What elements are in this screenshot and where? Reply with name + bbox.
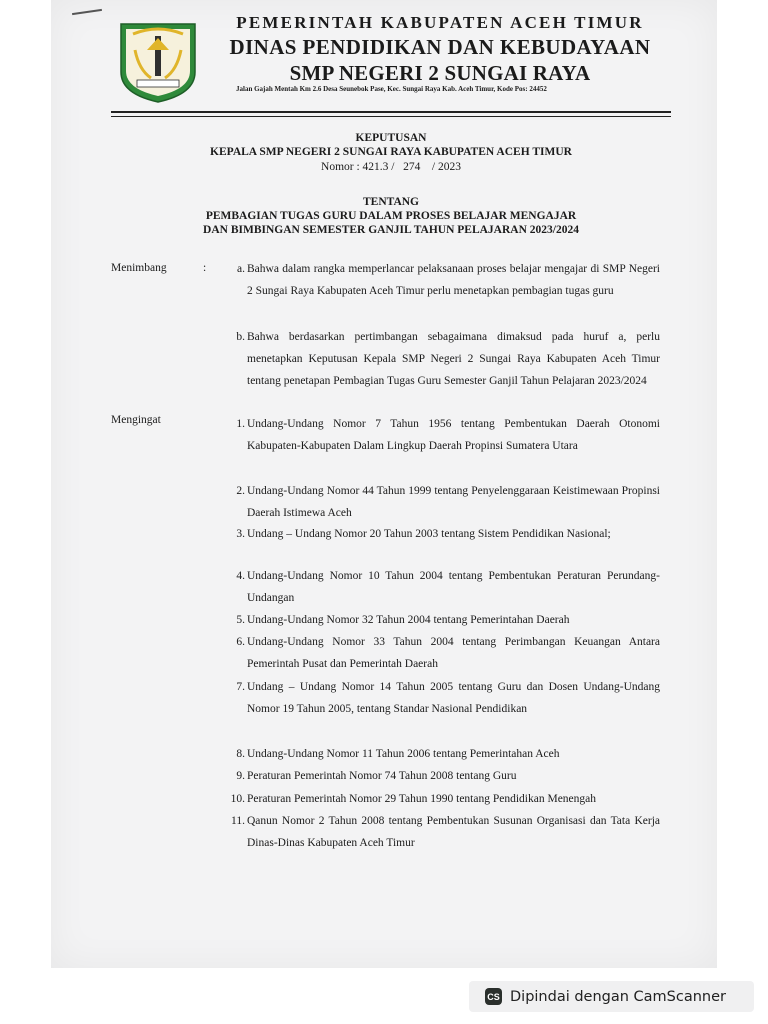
list-text: Qanun Nomor 2 Tahun 2008 tentang Pembentukan Susunan Organisasi dan Tata Kerja Dinas-Dinas Kabupaten Aceh Timur (247, 815, 660, 849)
list-text: Undang-Undang Nomor 44 Tahun 1999 tentang Penyelenggaraan Keistimewaan Propinsi Daerah Istimewa Aceh (247, 485, 660, 519)
menimbang-label: Menimbang (111, 262, 167, 274)
list-marker: 8. (236, 748, 245, 760)
decree-about-label: TENTANG (362, 196, 420, 208)
letterhead-government: PEMERINTAH KABUPATEN ACEH TIMUR (236, 13, 644, 32)
list-text: Undang-Undang Nomor 11 Tahun 2006 tentang Pemerintahan Aceh (247, 748, 560, 760)
list-marker: 1. (236, 418, 245, 430)
list-text: Bahwa berdasarkan pertimbangan sebagaimana dimaksud pada huruf a, perlu menetapkan Keputusan Kepala SMP Negeri 2 Sungai Raya Kabupaten Aceh Timur tentang penetapan Pembagian Tugas Guru Semester Ganjil Tahun Pelajaran 2023/2024 (247, 331, 660, 387)
mengingat-label: Mengingat (111, 414, 161, 426)
list-item (225, 565, 660, 609)
menimbang-colon: : (203, 262, 207, 274)
decree-number: Nomor : 421.3 / 274 / 2023 (321, 161, 461, 173)
list-text: Undang-Undang Nomor 10 Tahun 2004 tentang Pembentukan Peraturan Perundang-Undangan (247, 570, 660, 604)
list-text: Undang – Undang Nomor 20 Tahun 2003 tentang Sistem Pendidikan Nasional; (247, 528, 611, 540)
list-item (225, 743, 660, 765)
list-marker: 3. (236, 528, 245, 540)
list-marker: 6. (236, 636, 245, 648)
decree-heading: KEPUTUSAN (355, 132, 427, 144)
letterhead-agency: DINAS PENDIDIKAN DAN KEBUDAYAAN (229, 35, 651, 59)
decree-subject-line1: PEMBAGIAN TUGAS GURU DALAM PROSES BELAJAR MENGAJAR (205, 210, 577, 222)
list-text: Bahwa dalam rangka memperlancar pelaksanaan proses belajar mengajar di SMP Negeri 2 Sungai Raya Kabupaten Aceh Timur perlu menetapkan pembagian tugas guru (247, 263, 660, 297)
list-item (225, 788, 660, 810)
list-marker: 9. (236, 770, 245, 782)
list-text: Peraturan Pemerintah Nomor 29 Tahun 1990 tentang Pendidikan Menengah (247, 793, 597, 805)
list-text: Undang – Undang Nomor 14 Tahun 2005 tentang Guru dan Dosen Undang-Undang Nomor 19 Tahun 2005, tentang Standar Nasional Pendidikan (247, 681, 660, 715)
camscanner-label: Dipindai dengan CamScanner (510, 988, 727, 1005)
list-item (225, 609, 660, 631)
list-text: Undang-Undang Nomor 32 Tahun 2004 tentang Pemerintahan Daerah (247, 614, 570, 626)
list-item (225, 413, 660, 457)
letterhead-address: Jalan Gajah Mentah Km 2.6 Desa Seunebok Pase, Kec. Sungai Raya Kab. Aceh Timur, Kode Pos: 24452 (236, 85, 547, 93)
letterhead-school: SMP NEGERI 2 SUNGAI RAYA (289, 61, 591, 85)
camscanner-logo-icon: CS (485, 988, 502, 1005)
letterhead-rule (111, 111, 671, 117)
list-text: Undang-Undang Nomor 7 Tahun 1956 tentang Pembentukan Daerah Otonomi Kabupaten-Kabupaten Dalam Lingkup Daerah Propinsi Sumatera Utara (247, 418, 660, 452)
list-marker: a. (237, 263, 245, 275)
list-item (225, 676, 660, 720)
list-item (225, 631, 660, 675)
decree-subject-line2: DAN BIMBINGAN SEMESTER GANJIL TAHUN PELAJARAN 2023/2024 (203, 224, 579, 236)
list-item (225, 326, 660, 392)
list-item (225, 258, 660, 302)
list-marker: 10. (230, 793, 245, 805)
list-marker: 7. (236, 681, 245, 693)
list-marker: 5. (236, 614, 245, 626)
list-marker: 4. (236, 570, 245, 582)
letterhead (200, 12, 680, 86)
decree-issuer: KEPALA SMP NEGERI 2 SUNGAI RAYA KABUPATEN ACEH TIMUR (210, 146, 572, 158)
list-marker: 2. (236, 485, 245, 497)
list-item (225, 765, 660, 787)
camscanner-watermark (469, 981, 754, 1012)
list-marker: b. (236, 331, 245, 343)
regency-emblem-icon (115, 20, 201, 104)
list-text: Undang-Undang Nomor 33 Tahun 2004 tentang Perimbangan Keuangan Antara Pemerintah Pusat dan Pemerintah Daerah (247, 636, 660, 670)
list-text: Peraturan Pemerintah Nomor 74 Tahun 2008 tentang Guru (247, 770, 517, 782)
list-item (225, 810, 660, 854)
list-item (225, 480, 660, 524)
list-marker: 11. (231, 815, 245, 827)
list-item (225, 523, 660, 545)
